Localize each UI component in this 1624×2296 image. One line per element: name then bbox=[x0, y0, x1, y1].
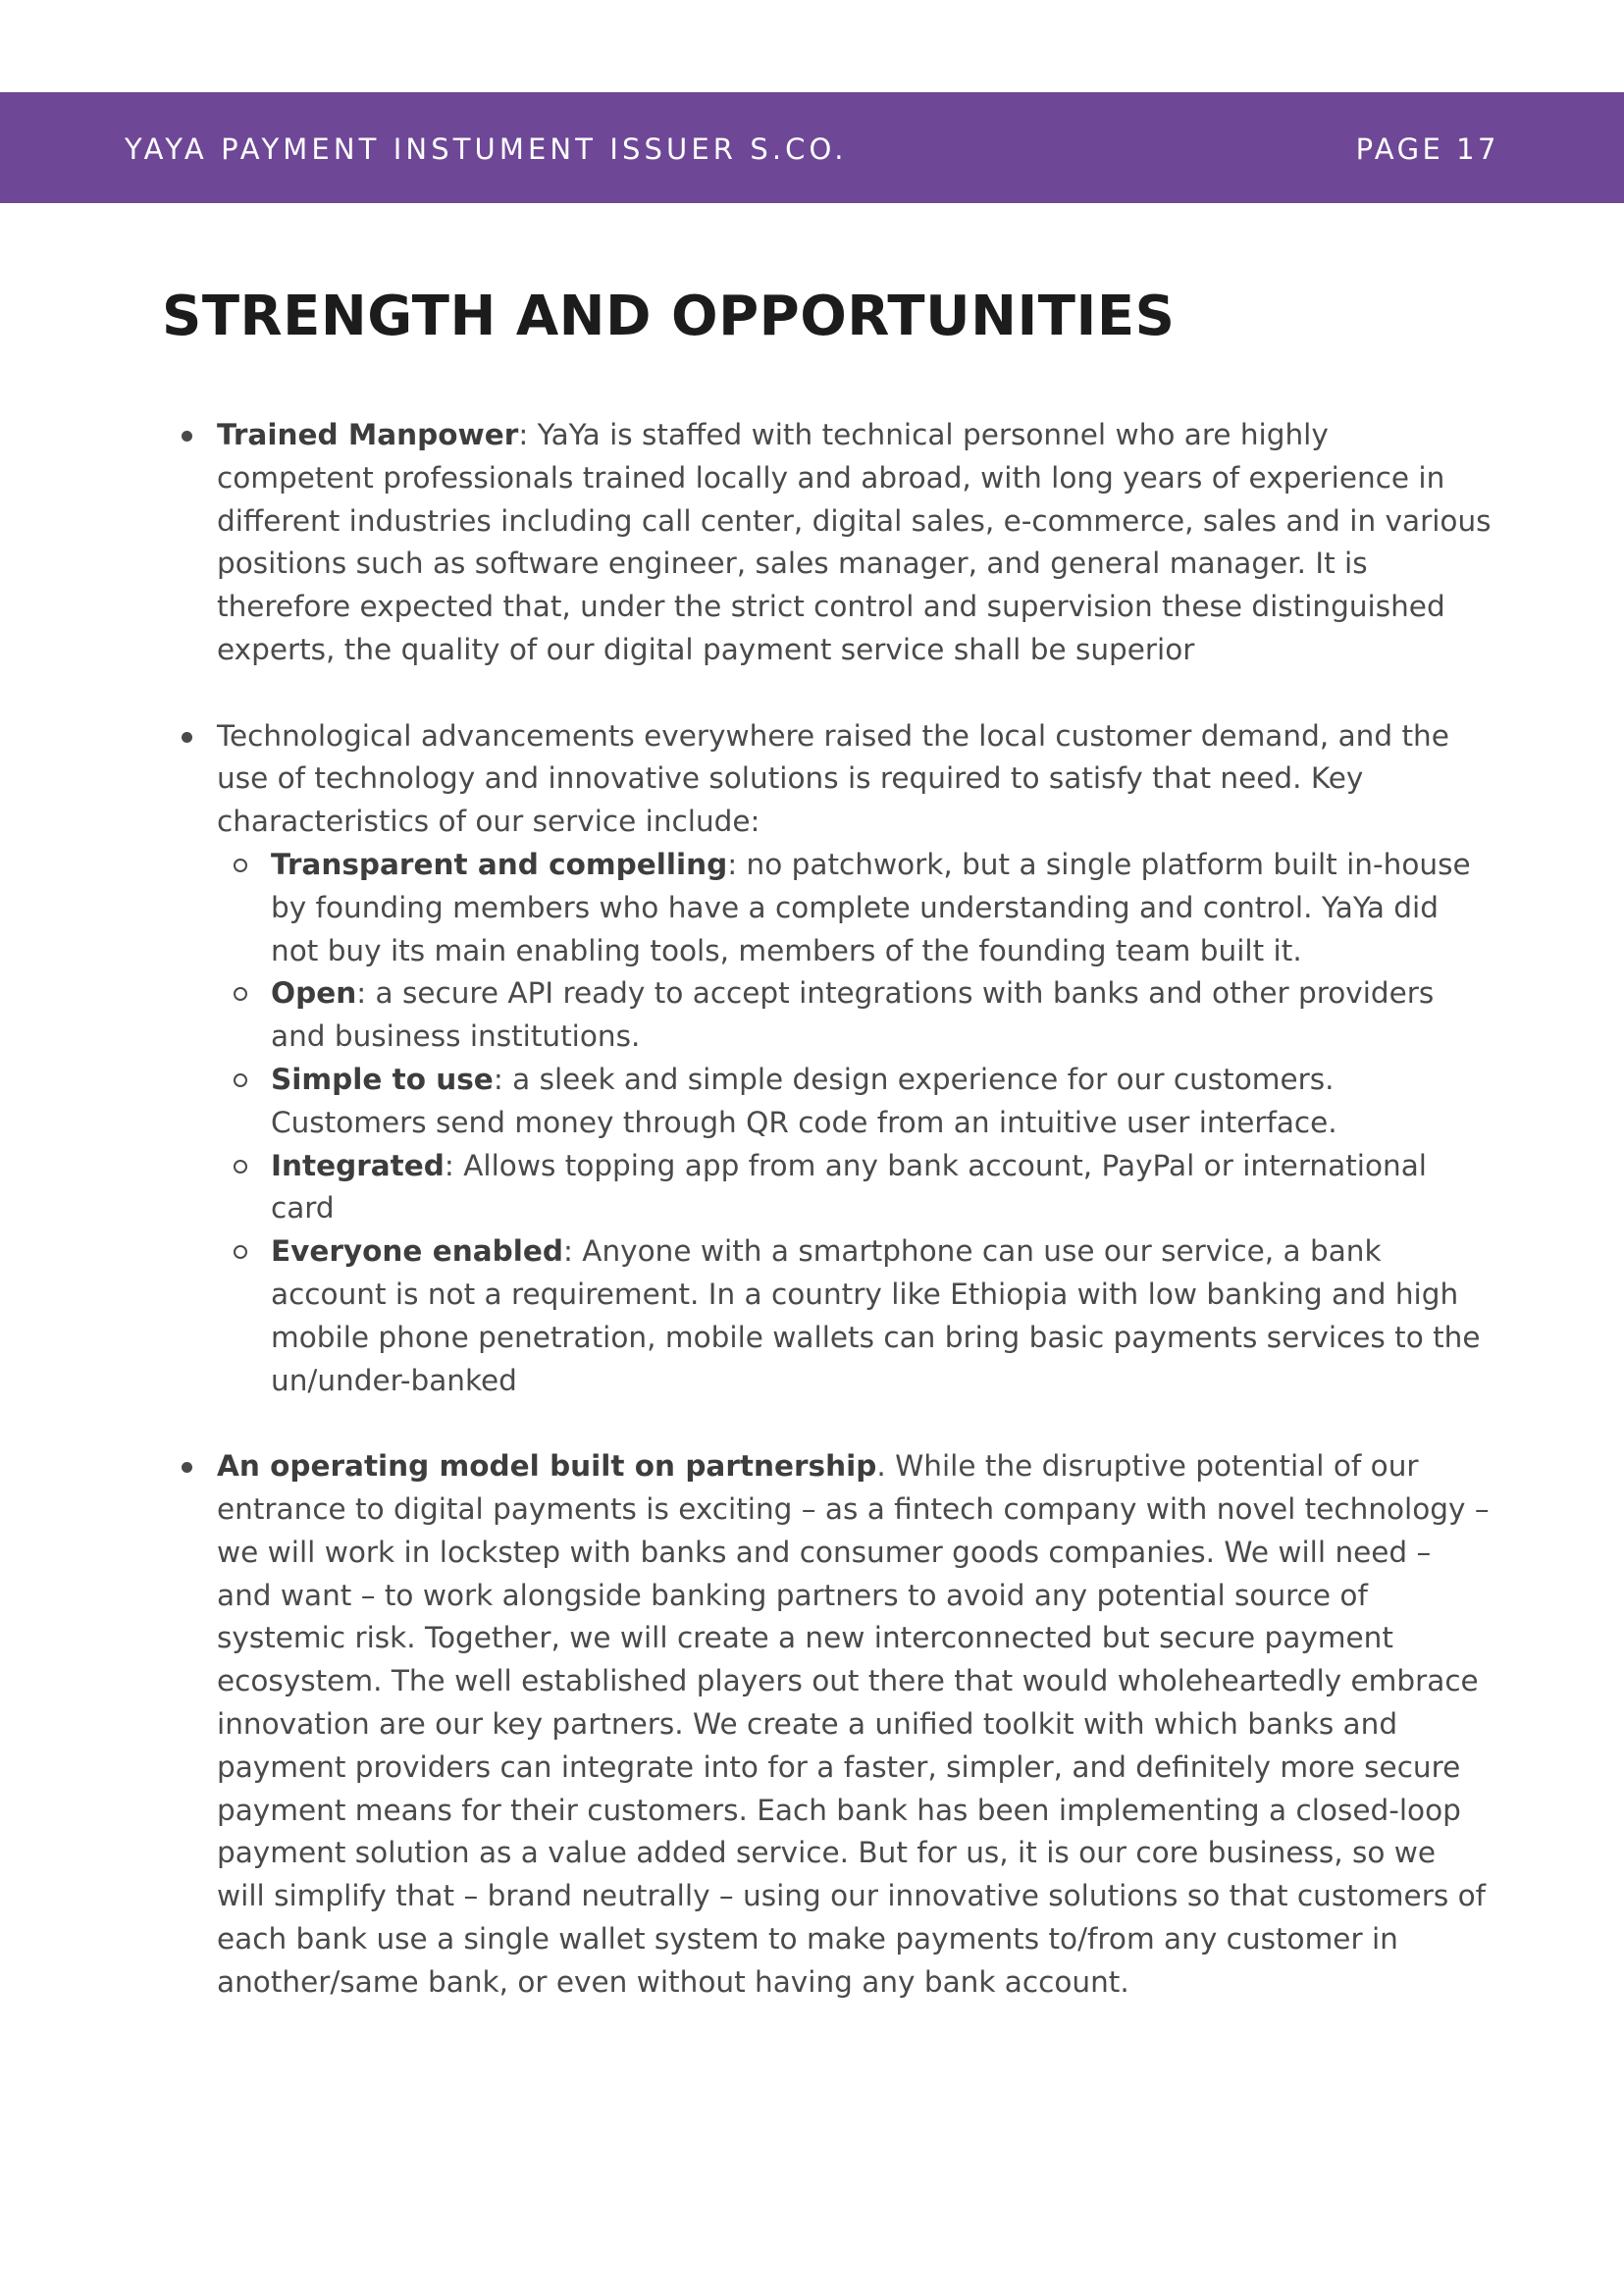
subitem-integrated bbox=[271, 1145, 1493, 1231]
subitem-text: : no patchwork, but a single platform built in-house by founding members who have a complete understanding and control. YaYa did not buy its main enabling tools, members of the founding team built it. bbox=[271, 847, 1471, 967]
subitem-transparent bbox=[271, 844, 1493, 972]
subitem-everyone-enabled bbox=[271, 1230, 1493, 1402]
page-number: PAGE 17 bbox=[1355, 132, 1499, 166]
subitem-text: : Anyone with a smartphone can use our service, a bank account is not a requirement. In a country like Ethiopia with low banking and high mobile phone penetration, mobile wallets can bring basic payments services to the un/under-banked bbox=[271, 1234, 1481, 1397]
bullet-icon bbox=[182, 431, 192, 442]
circle-bullet-icon bbox=[234, 1160, 247, 1174]
company-name: YAYA PAYMENT INSTUMENT ISSUER S.CO. bbox=[125, 132, 848, 166]
circle-bullet-icon bbox=[234, 1245, 247, 1259]
subitem-simple-to-use bbox=[271, 1059, 1493, 1145]
item-text: Technological advancements everywhere raised the local customer demand, and the use of technology and innovative solutions is required to satisfy that need. Key characteristics of our service include: bbox=[217, 718, 1449, 839]
list-item-trained-manpower bbox=[217, 414, 1493, 672]
item-text: : YaYa is staffed with technical personnel who are highly competent professionals trained locally and abroad, with long years of experience in different industries including call center, digital sales, e-commerce, sales and in various positions such as software engineer, sales manager, and general manager. It is therefore expected that, under the strict control and supervision these distinguished experts, the quality of our digital payment service shall be superior bbox=[217, 418, 1492, 666]
circle-bullet-icon bbox=[234, 1073, 247, 1087]
subitem-text: : a sleek and simple design experience for our customers. Customers send money through QR code from an intuitive user interface. bbox=[271, 1062, 1337, 1139]
subitem-label: Open bbox=[271, 976, 357, 1011]
item-label: An operating model built on partnership bbox=[217, 1449, 877, 1484]
bullet-icon bbox=[182, 1462, 192, 1473]
bullet-icon bbox=[182, 732, 192, 743]
circle-bullet-icon bbox=[234, 859, 247, 872]
list-item-technological-advancements bbox=[217, 715, 1493, 1403]
list-item-operating-model bbox=[217, 1445, 1493, 2004]
subitem-label: Integrated bbox=[271, 1148, 445, 1182]
item-label: Trained Manpower bbox=[217, 418, 519, 451]
subitem-open bbox=[271, 972, 1493, 1059]
content-list bbox=[217, 414, 1493, 2004]
subitem-text: : Allows topping app from any bank account, PayPal or international card bbox=[271, 1148, 1427, 1226]
item-text: . While the disruptive potential of our entrance to digital payments is exciting – as a fintech company with novel technology – we will work in lockstep with banks and consumer goods companies. We will need – and want – to work alongside banking partners to avoid any potential source of systemic risk. Together, we will create a new interconnected but secure payment ecosystem. The well established players out there that would wholeheartedly embrace innovation are our key partners. We create a unified toolkit with which banks and payment providers can integrate into for a faster, simpler, and definitely more secure payment means for their customers. Each bank has been implementing a closed-loop payment solution as a value added service. But for us, it is our core business, so we will simplify that – brand neutrally – using our innovative solutions so that customers of each bank use a single wallet system to make payments to/from any customer in another/same bank, or even without having any bank account. bbox=[217, 1449, 1490, 1999]
subitem-label: Simple to use bbox=[271, 1062, 494, 1096]
characteristics-list bbox=[217, 844, 1493, 1402]
subitem-label: Transparent and compelling bbox=[271, 847, 728, 881]
subitem-label: Everyone enabled bbox=[271, 1234, 563, 1269]
page-title: STRENGTH AND OPPORTUNITIES bbox=[162, 285, 1176, 348]
circle-bullet-icon bbox=[234, 987, 247, 1001]
subitem-text: : a secure API ready to accept integrations with banks and other providers and business institutions. bbox=[271, 976, 1435, 1054]
